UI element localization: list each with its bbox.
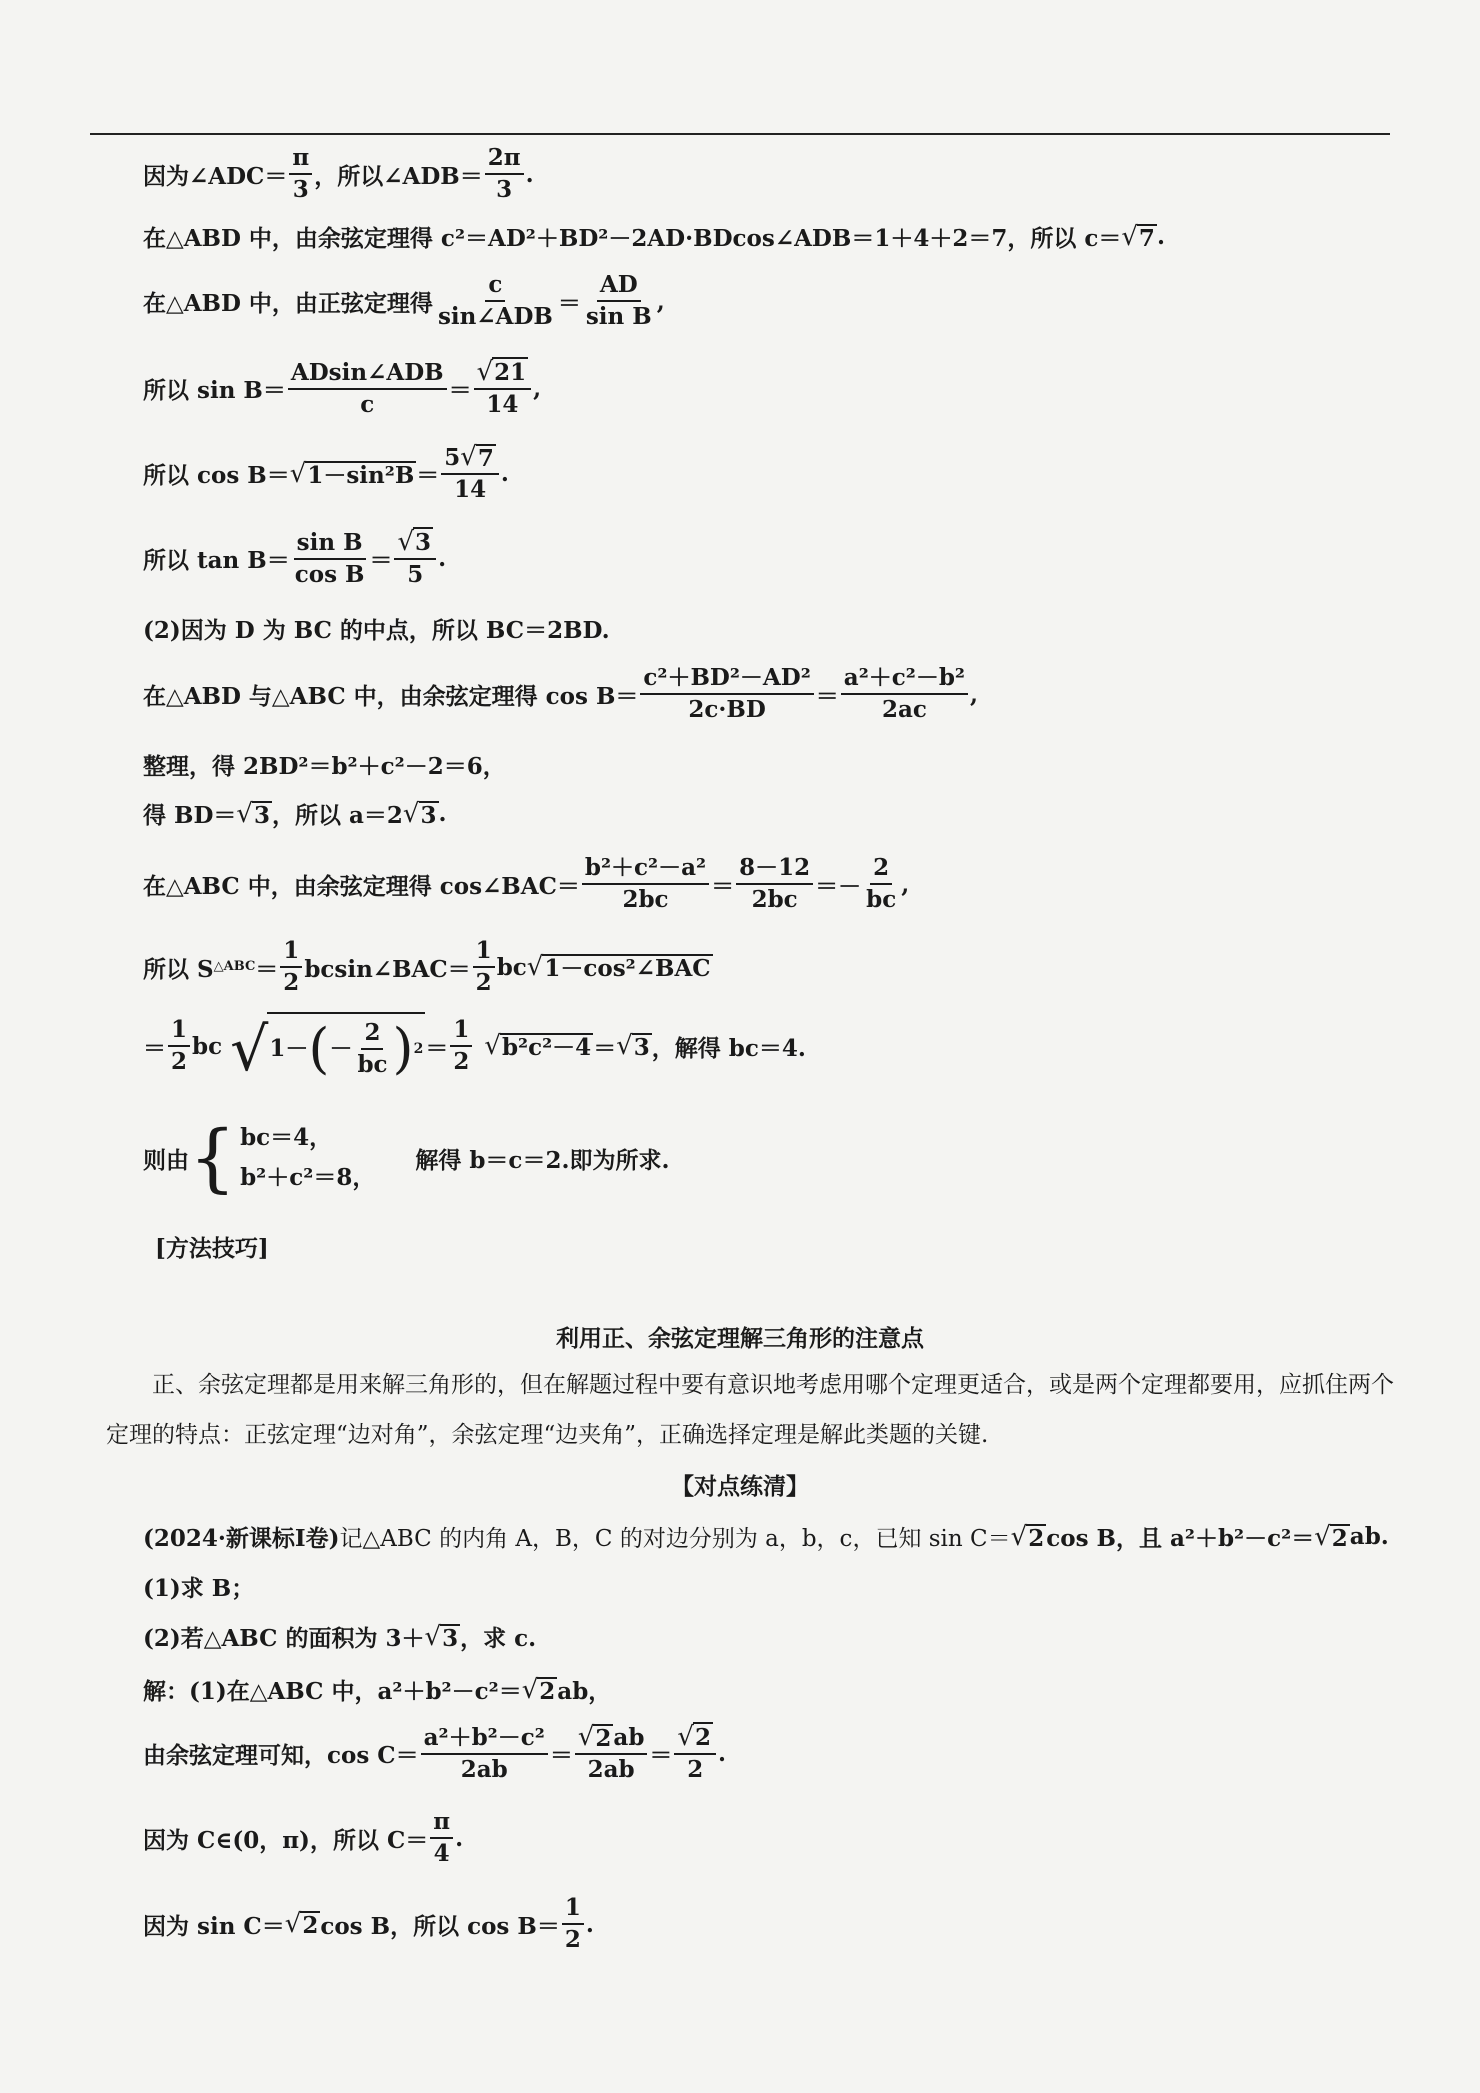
fraction — [485, 143, 524, 205]
num: a²＋b²－c² — [421, 1723, 548, 1755]
fraction — [640, 663, 813, 725]
section-heading: 利用正、余弦定理解三角形的注意点 — [556, 1325, 924, 1352]
row: b²＋c²＝8， — [240, 1164, 376, 1191]
den: sin B — [585, 303, 652, 330]
problem-statement — [143, 1520, 1389, 1553]
line-simplify — [143, 748, 506, 781]
den: 2 — [564, 1926, 581, 1953]
num: sin B — [294, 528, 366, 560]
sqrt: √ 1－cos²∠BAC — [526, 952, 711, 982]
arg: 21 — [494, 359, 527, 386]
sqrt: √ 3 — [402, 798, 437, 829]
text: (2)因为 D 为 BC 的中点，所以 BC＝2BD. — [143, 617, 610, 644]
num: 1 — [168, 1015, 190, 1047]
sqrt: √ 3 — [424, 1621, 459, 1652]
den: 2bc — [622, 886, 669, 913]
fraction — [562, 1893, 584, 1955]
sqrt: √ 7 — [1121, 221, 1155, 252]
text: ，所以∠ADB＝ — [314, 162, 483, 190]
num: √2 — [674, 1722, 716, 1755]
sqrt: √ 2 — [1010, 1521, 1045, 1552]
text: 整理，得 2BD²＝b²＋c²－2＝6， — [143, 753, 506, 780]
num: √21 — [474, 357, 532, 390]
num: 1 — [450, 1015, 472, 1047]
text: 因为∠ADC＝ — [143, 162, 288, 190]
line-sinb: 所以 sin B＝ $\frac{\text{ADsin∠ADB}}{c}$ ＝ $\frac{√21}{14}$ , — [143, 357, 542, 418]
line-cosine-c: 在△ABD 中，由余弦定理得 c²＝AD²＋BD²－2AD·BDcos∠ADB＝1＋4＋2＝7，所以 c＝ √ 7 . — [143, 221, 1165, 252]
text: 所以 cos B＝ — [143, 462, 290, 489]
num: 1 — [280, 936, 302, 968]
text: (1)求 B； — [143, 1575, 255, 1602]
text: 因为 sin C＝ — [143, 1912, 285, 1940]
num: 5 √ 7 — [441, 442, 499, 475]
line-system — [143, 1115, 670, 1201]
fraction — [430, 1807, 453, 1869]
line-cosb-two-ways: 在△ABD 与△ABC 中，由余弦定理得 cos B＝ $\frac{\text{c²＋BD²－AD²}}{2c\cdot BD}$ ＝ $\frac{\text{a²＋c²－b²}}{2ac}$ , — [143, 664, 979, 723]
num: π — [289, 143, 312, 175]
text: 在△ABD 与△ABC 中，由余弦定理得 cos B＝ — [143, 682, 639, 710]
sqrt: √ b²c²－4 — [484, 1031, 592, 1061]
text: 由余弦定理可知，cos C＝ — [143, 1742, 419, 1769]
solution-3: 因为 C∈(0，π)，所以 C＝ $\frac{\pi}{4}$ . — [143, 1808, 464, 1867]
den: sin∠ADB — [437, 303, 553, 330]
text: (1)在△ABC 中，a²＋b²－c²＝ — [189, 1678, 522, 1705]
num: 2π — [485, 143, 524, 175]
text: bc — [496, 953, 527, 981]
solution-1 — [143, 1673, 611, 1706]
method-tag: [方法技巧] — [155, 1235, 269, 1262]
sqrt: √ 1－sin²B — [289, 458, 415, 489]
fraction — [292, 528, 368, 590]
fraction — [582, 853, 709, 915]
fraction — [474, 357, 532, 420]
solution-2: 由余弦定理可知，cos C＝ $\frac{\text{a²＋b²－c²}}{2ab}$ ＝ √ 2 ab 2ab ＝ $\frac{√2}{2}$ . — [143, 1722, 727, 1783]
method-paragraph: 正、余弦定理都是用来解三角形的，但在解题过程中要有意识地考虑用哪个定理更适合，或是两个定理都要用，应抓住两个定理的特点：正弦定理“边对角”，余弦定理“边夹角”，正确选择定理是解此类题的关键. — [106, 1372, 1394, 1448]
fraction — [435, 270, 556, 332]
num: √3 — [394, 527, 436, 560]
den: 2ab — [587, 1756, 635, 1783]
den: bc — [866, 886, 897, 913]
text: 得 BD＝ — [143, 802, 237, 829]
line-area: 所以 S △ABC ＝ $\frac{1}{2}$ bcsin∠BAC＝ $\frac{1}{2}$ bc √ 1－cos²∠BAC — [143, 937, 711, 996]
fraction — [288, 358, 447, 420]
line-midpoint — [143, 612, 610, 645]
num: 1 — [473, 936, 495, 968]
text: 解得 b＝c＝2.即为所求. — [415, 1146, 670, 1174]
row: bc＝4， — [240, 1124, 333, 1151]
sqrt: √ 2 — [284, 1909, 319, 1939]
den: 2 — [283, 969, 300, 996]
num: a²＋c²－b² — [841, 663, 968, 695]
den: 2bc — [751, 886, 798, 913]
line-sine-law: 在△ABD 中，由正弦定理得 $\frac{c}{\text{sin∠ADB}}$ ＝ $\frac{AD}{\text{sin B}}$ , — [143, 271, 665, 330]
text: 则由 — [143, 1146, 189, 1174]
source: (2024·新课标Ⅰ卷) — [143, 1525, 340, 1552]
num: c²＋BD²－AD² — [640, 663, 813, 695]
num: AD — [597, 270, 641, 302]
num: 8－12 — [736, 853, 813, 885]
den: 2 — [687, 1756, 704, 1783]
text: 在△ABD 中，由正弦定理得 — [143, 289, 433, 317]
fraction — [674, 1722, 716, 1785]
text: bcsin∠BAC＝ — [304, 955, 471, 983]
line-bd: 得 BD＝ √ 3 ，所以 a＝2 √ 3 . — [143, 798, 447, 829]
label: 解： — [143, 1678, 189, 1705]
sqrt: √ 2 — [521, 1674, 556, 1705]
sqrt: √ 3 — [616, 1031, 650, 1061]
fraction — [583, 270, 655, 332]
fraction — [394, 527, 436, 590]
num: ADsin∠ADB — [288, 358, 447, 390]
line-tanb: 所以 tan B＝ $\frac{\text{sin B}}{\text{cos B}}$ ＝ $\frac{√3}{5}$ . — [143, 527, 447, 588]
fraction — [863, 853, 899, 915]
fraction — [289, 143, 312, 205]
text: 所以 sin B＝ — [143, 377, 286, 404]
line-adc: 因为∠ADC＝ $\frac{\pi}{3}$ ，所以∠ADB＝ $\frac{2\pi}{3}$ . — [143, 144, 534, 203]
text: 在△ABC 中，由余弦定理得 cos∠BAC＝ — [143, 872, 580, 900]
text: ，求 c. — [460, 1625, 537, 1652]
text: 所以 S — [143, 955, 214, 983]
text: ab. — [1349, 1523, 1389, 1550]
fraction — [575, 1722, 648, 1785]
arg: 1－sin²B — [307, 461, 415, 489]
equation-system — [240, 1118, 375, 1198]
practice-title: 【对点练清】 — [671, 1473, 809, 1500]
text: 记△ABC 的内角 A，B，C 的对边分别为 a，b，c，已知 sin C＝ — [339, 1526, 1011, 1552]
header-rule — [90, 133, 1390, 135]
brace: { — [189, 1115, 237, 1201]
line-cos-bac: 在△ABC 中，由余弦定理得 cos∠BAC＝ $\frac{\text{b²＋c²－a²}}{2bc}$ ＝ $\frac{8-12}{2bc}$ ＝－ $\frac{2}{bc}$ , — [143, 854, 910, 913]
den: 2 — [453, 1048, 470, 1075]
text: ，解得 bc＝4. — [651, 1034, 806, 1062]
num: b²＋c²－a² — [582, 853, 709, 885]
num: π — [430, 1807, 453, 1839]
text: cos B，所以 cos B＝ — [320, 1912, 560, 1940]
fraction — [441, 442, 499, 505]
text: ＝－ — [815, 872, 862, 900]
arg: 7 — [1138, 224, 1155, 252]
den: 5 — [407, 561, 424, 588]
sqrt: √ 3 — [236, 798, 270, 829]
solution-4: 因为 sin C＝ √ 2 cos B，所以 cos B＝ $\frac{1}{2}$ . — [143, 1894, 594, 1953]
den: 2c·BD — [688, 696, 766, 723]
text: ，所以 a＝2 — [272, 802, 403, 829]
text: 因为 C∈(0，π)，所以 C＝ — [143, 1826, 429, 1854]
line-area-eval: ＝ $\frac{1}{2}$ bc √ 1－ ( － $\frac{2}{bc}$ ) 2 ＝ $\frac{1}{2}$ √ b²c²－4 ＝ √ 3 ，解得 bc＝4. — [143, 1012, 806, 1080]
text: bc — [192, 1032, 223, 1060]
text: 在△ABD 中，由余弦定理得 c²＝AD²＋BD²－2AD·BDcos∠ADB＝1＋4＋2＝7，所以 c＝ — [143, 225, 1122, 252]
den: 2 — [171, 1048, 188, 1075]
fraction — [421, 1723, 548, 1785]
sqrt: √ 1－ ( － $\frac{2}{bc}$ ) 2 — [230, 1012, 425, 1080]
den: 2 — [475, 969, 492, 996]
den: 14 — [454, 476, 487, 503]
text: cos B，且 a²＋b²－c²＝ — [1046, 1525, 1315, 1552]
den: 2ab — [460, 1755, 508, 1783]
den: 14 — [486, 391, 519, 418]
sqrt: √ 2 — [1314, 1521, 1348, 1552]
text: ab， — [557, 1678, 612, 1705]
fraction — [168, 1015, 190, 1077]
question-2 — [143, 1620, 536, 1653]
question-1 — [143, 1570, 254, 1603]
fraction — [450, 1015, 472, 1077]
den: 3 — [292, 176, 309, 203]
fraction — [280, 936, 302, 998]
fraction — [736, 853, 813, 915]
num: 2 — [870, 853, 892, 885]
num: 1 — [562, 1893, 584, 1925]
line-cosb: 所以 cos B＝ √ 1－sin²B ＝ 5 √ 7 14 . — [143, 442, 509, 503]
den: c — [360, 390, 375, 418]
text: (2)若△ABC 的面积为 3＋ — [143, 1625, 425, 1652]
den: cos B — [294, 560, 365, 588]
fraction — [841, 663, 968, 725]
text: 所以 tan B＝ — [143, 547, 290, 574]
den: 4 — [433, 1840, 450, 1867]
num: √ 2 ab — [575, 1722, 648, 1755]
den: 2ac — [881, 696, 927, 723]
num: c — [485, 270, 505, 302]
fraction — [473, 936, 495, 998]
den: 3 — [496, 176, 513, 203]
